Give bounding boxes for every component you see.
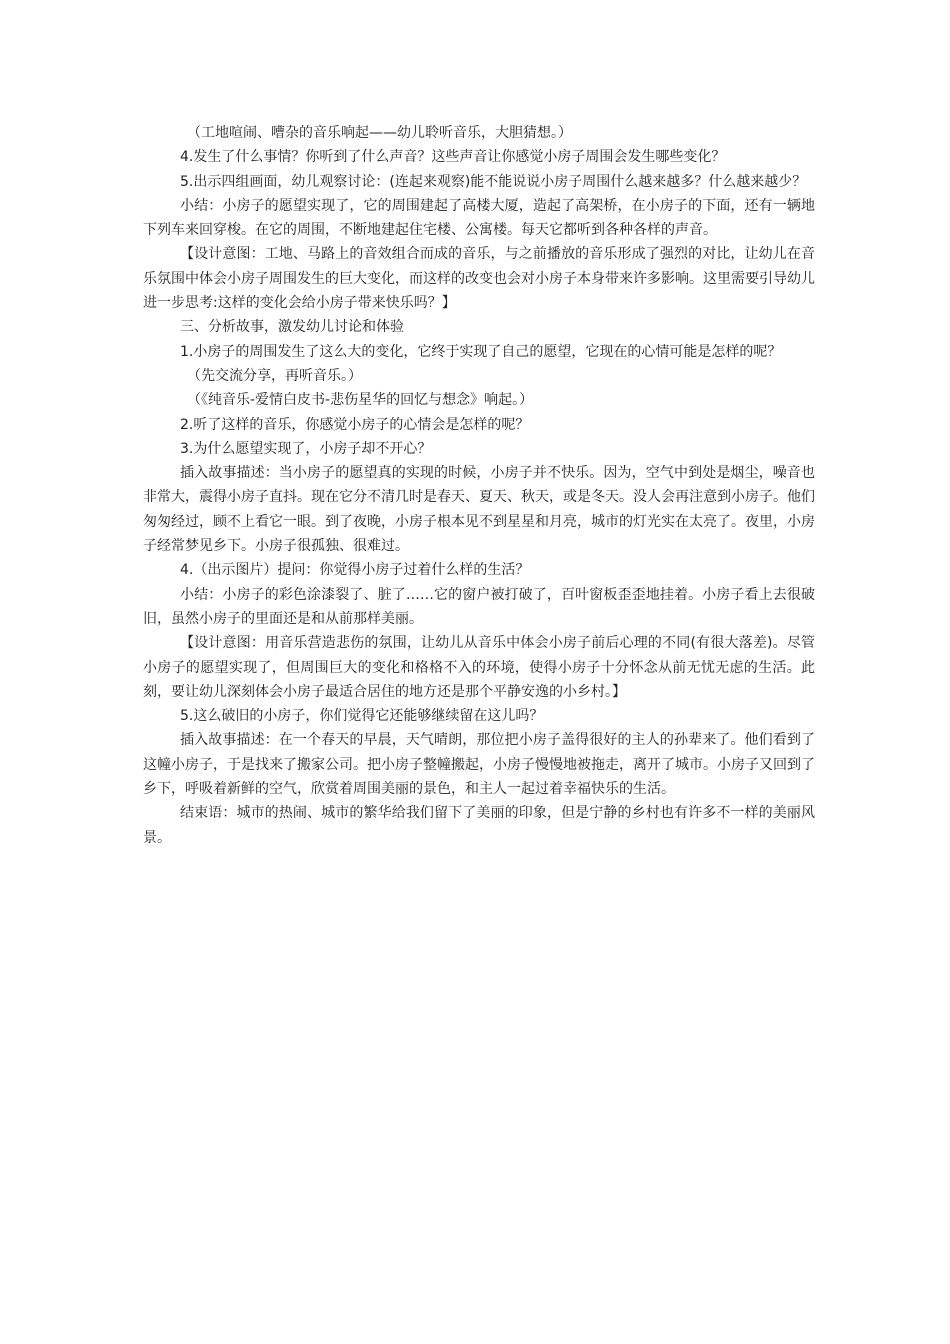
paragraph-story-insert-2: 插入故事描述：在一个春天的早晨，天气晴朗，那位把小房子盖得很好的主人的孙辈来了。他们看到了这幢小房子，于是找来了搬家公司。把小房子整幢搬起，小房子慢慢地被拖走，离开了城市。小房子又回到了乡下，呼吸着新鲜的空气，欣赏着周围美丽的景色，和主人一起过着幸福快乐的生活。 (143, 732, 815, 798)
paragraph-share-note: （先交流分享，再听音乐。） (187, 367, 362, 384)
paragraph-question-4b: 4.（出示图片）提问：你觉得小房子过着什么样的生活？ (180, 562, 530, 579)
paragraph-closing: 结束语：城市的热闹、城市的繁华给我们留下了美丽的印象，但是宁静的乡村也有许多不一样的美丽风景。 (143, 805, 815, 846)
paragraph-design-intent-1: 【设计意图：工地、马路上的音效组合而成的音乐，与之前播放的音乐形成了强烈的对比，让幼儿在音乐氛围中体会小房子周围发生的巨大变化，而这样的改变也会对小房子本身带来许多影响。这里需要引导幼儿进一步思考:这样的变化会给小房子带来快乐吗？】 (143, 246, 815, 312)
document-page (143, 121, 815, 850)
paragraph-design-intent-2: 【设计意图：用音乐营造悲伤的氛围，让幼儿从音乐中体会小房子前后心理的不同(有很大落差)。尽管小房子的愿望实现了，但周围巨大的变化和格格不入的环境，使得小房子十分怀念从前无忧无虑的生活。此刻，要让幼儿深刻体会小房子最适合居住的地方还是那个平静安逸的小乡村。】 (143, 635, 815, 700)
paragraph-question-5b: 5.这么破旧的小房子，你们觉得它还能够继续留在这儿吗？ (180, 708, 544, 725)
paragraph-question-4: 4.发生了什么事情？你听到了什么声音？这些声音让你感觉小房子周围会发生哪些变化？ (180, 149, 726, 166)
paragraph-question-1: 1.小房子的周围发生了这么大的变化，它终于实现了自己的愿望，它现在的心情可能是怎样的呢？ (180, 343, 782, 360)
paragraph-question-3: 3.为什么愿望实现了，小房子却不开心？ (180, 440, 432, 457)
paragraph-music-prompt: （工地喧闹、嘈杂的音乐响起——幼儿聆听音乐，大胆猜想。） (187, 125, 572, 141)
paragraph-summary-1: 小结：小房子的愿望实现了，它的周围建起了高楼大厦，造起了高架桥，在小房子的下面，还有一辆地下列车来回穿梭。在它的周围，不断地建起住宅楼、公寓楼。每天它都听到各种各样的声音。 (143, 197, 815, 239)
section-heading-3: 三、分析故事，激发幼儿讨论和体验 (180, 319, 404, 336)
paragraph-question-2: 2.听了这样的音乐，你感觉小房子的心情会是怎样的呢？ (180, 416, 530, 433)
paragraph-summary-2: 小结：小房子的彩色涂漆裂了、脏了……它的窗户被打破了，百叶窗板歪歪地挂着。小房子看上去很破旧，虽然小房子的里面还是和从前那样美丽。 (143, 586, 815, 627)
paragraph-story-insert-1: 插入故事描述：当小房子的愿望真的实现的时候，小房子并不快乐。因为，空气中到处是烟尘，噪音也非常大，震得小房子直抖。现在它分不清几时是春天、夏天、秋天，或是冬天。没人会再注意到小房子。他们匆匆经过，顾不上看它一眼。到了夜晚，小房子根本见不到星星和月亮，城市的灯光实在太亮了。夜里，小房子经常梦见乡下。小房子很孤独、很难过。 (143, 465, 815, 555)
paragraph-question-5: 5.出示四组画面，幼儿观察讨论：(连起来观察)能不能说说小房子周围什么越来越多？什么越来越少？ (180, 173, 807, 190)
paragraph-music-note: （《纯音乐-爱情白皮书-悲伤星华的回忆与想念》响起。） (187, 392, 534, 409)
